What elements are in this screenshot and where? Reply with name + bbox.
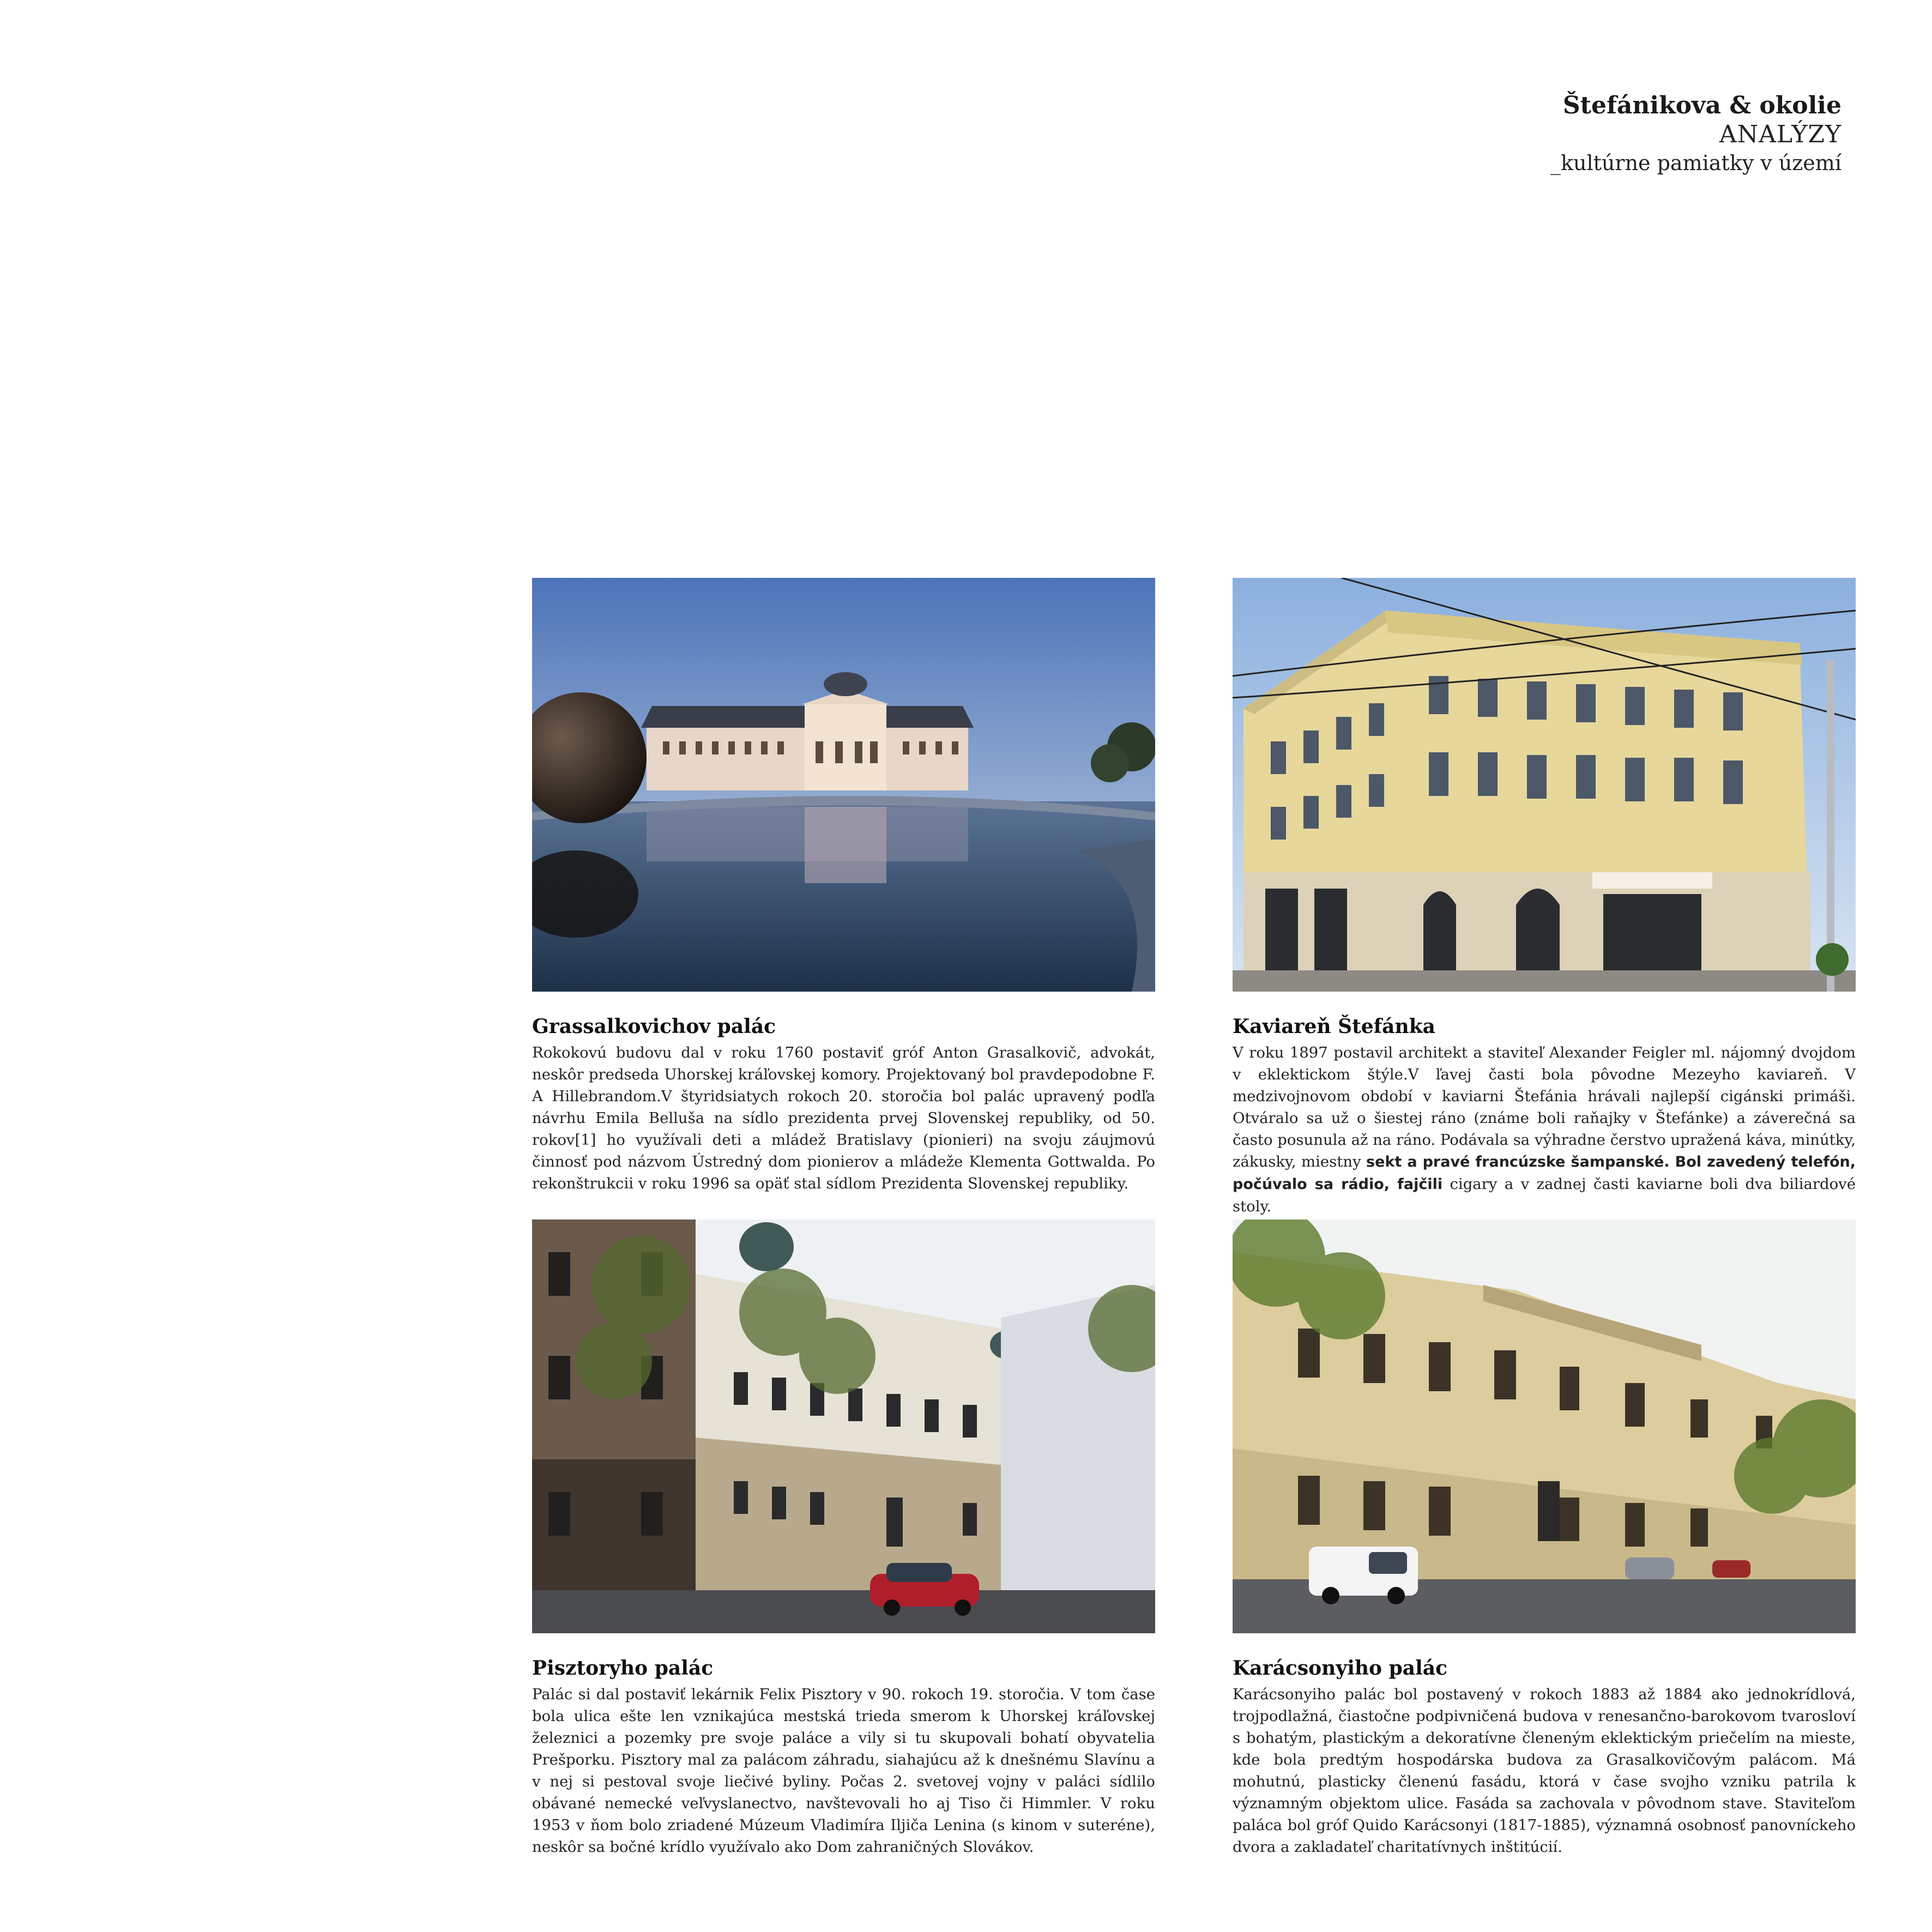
monument-card-pisztory — [532, 1219, 1155, 1858]
card-text-bold: sekt a pravé francúzske šampanské. Bol zavedený telefón, počúvalo sa rádio, fajčili — [1233, 1154, 1856, 1193]
card-text — [1233, 1042, 1856, 1217]
card-title: Karácsonyiho palác — [1233, 1657, 1448, 1680]
card-text: Palác si dal postaviť lekárnik Felix Pisztory v 90. rokoch 19. storočia. V tom čase bola ulica ešte len vznikajúca mestská trieda smerom k Uhorskej kráľovskej železnici a pozemky pre svoje paláce a vily si tu skupovali bohatí obyvatelia Prešporku. Pisztory mal za palácom záhradu, siahajúcu až k dnešnému Slavínu a v nej si pestoval svoje liečivé byliny. Počas 2. svetovej vojny v paláci sídlilo obávané nemecké veľvyslanectvo, navštevovali ho aj Tiso či Himmler. V roku 1953 v ňom bolo zriadené Múzeum Vladimíra Iljiča Lenina (s kinom v suteréne), neskôr sa bočné krídlo využívalo ako Dom zahraničných Slovákov. — [532, 1686, 1155, 1856]
header-subtitle: ANALÝZY — [1719, 120, 1842, 148]
card-text-end: cigary a v zadnej časti kaviarne boli dva biliardové stoly. — [1233, 1175, 1856, 1215]
monument-card-stefanka — [1233, 578, 1856, 1217]
monument-card-karacsonyi — [1233, 1219, 1856, 1858]
card-title: Pisztoryho palác — [532, 1657, 714, 1680]
header-title: Štefánikova & okolie — [1562, 92, 1842, 119]
street-palace-photo — [532, 1219, 1155, 1633]
card-title: Grassalkovichov palác — [532, 1015, 776, 1038]
palace-photo — [532, 578, 1155, 992]
card-text: Rokokovú budovu dal v roku 1760 postaviť gróf Anton Grasalkovič, advokát, neskôr predseda Uhorskej kráľovskej komory. Projektovaný bol pravdepodobne F. A Hillebrandom.V štyridsiatych rokoch 20. storočia bol palác upravený podľa návrhu Emila Belluša na sídlo prezidenta prvej Slovenskej republiky, od 50. rokov[1] ho využívali deti a mládež Bratislavy (pionieri) na svoju záujmovú činnosť pod názvom Ústredný dom pionierov a mládeže Klementa Gottwalda. Po rekonštrukcii v roku 1996 sa opäť stal sídlom Prezidenta Slovenskej republiky. — [532, 1044, 1155, 1192]
street-palace-photo — [1233, 1219, 1856, 1633]
page-header — [1351, 92, 1842, 177]
card-text-start: V roku 1897 postavil architekt a staviteľ Alexander Feigler ml. nájomný dvojdom v eklektickom štýle.V ľavej časti bola pôvodne Mezeyho kaviareň. V medzivojnovom období v kaviarni Štefánia hrávali najlepší cigánski primáši. Otváralo sa už o šiestej ráno (známe boli raňajky v Štefánke) a záverečná sa často posunula až na ráno. Podávala sa výhradne čerstvo upražená káva, minútky, zákusky, miestny — [1233, 1044, 1856, 1170]
card-text: Karácsonyiho palác bol postavený v rokoch 1883 až 1884 ako jednokrídlová, trojpodlažná, čiastočne podpivničená budova v renesančno-barokovom tvarosloví s bohatým, plastickým a dekoratívne členeným eklektickým priečelím na mieste, kde bola predtým hospodárska budova za Grasalkovičovým palácom. Má mohutnú, plasticky členenú fasádu, ktorá v čase svojho vzniku patrila k významným objektom ulice. Fasáda sa zachovala v pôvodnom stave. Staviteľom paláca bol gróf Quido Karácsonyi (1817-1885), významná osobnosť panovníckeho dvora a zakladateľ charitatívnych inštitúcií. — [1233, 1686, 1856, 1856]
header-section: _kultúrne pamiatky v území — [1550, 151, 1842, 175]
cafe-building-photo — [1233, 578, 1856, 992]
card-title: Kaviareň Štefánka — [1233, 1015, 1435, 1038]
monument-card-grassalkovich — [532, 578, 1155, 1194]
